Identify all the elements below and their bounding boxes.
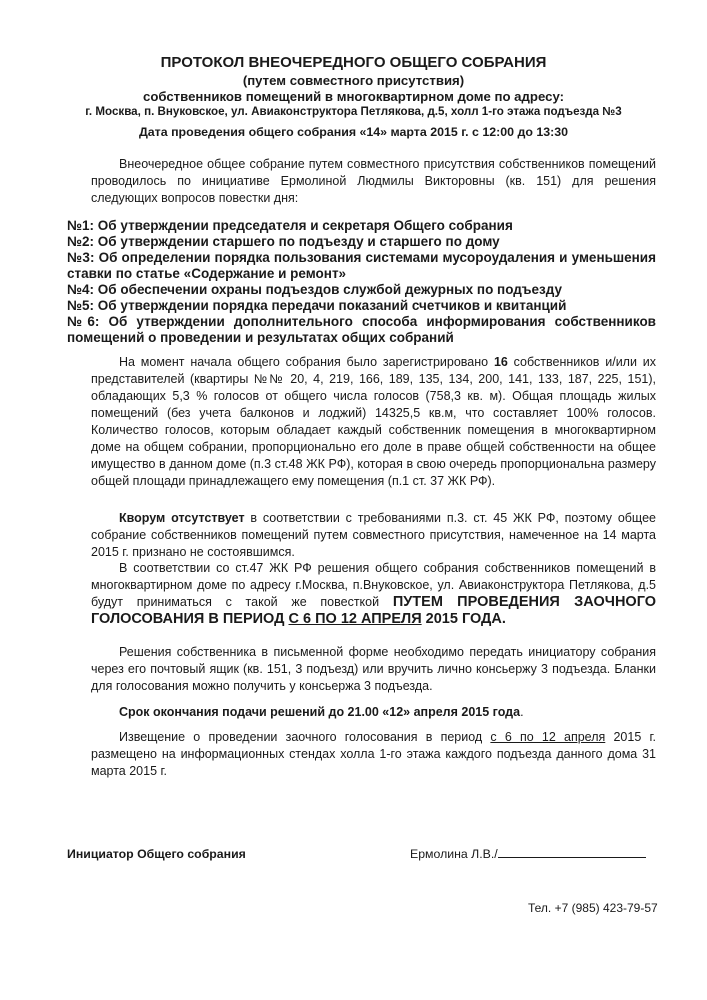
quorum-paragraph [91,510,656,561]
intro-paragraph [91,156,656,207]
decision-paragraph [91,560,656,628]
agenda-item: №6: Об утверждении дополнительного способа информирования собственников помещений о проведении и результатах общих собраний [67,314,656,345]
agenda-item: №4: Об обеспечении охраны подъездов службой дежурных по подъезду [67,282,562,297]
initiator-role: Инициатор Общего собрания [67,847,246,861]
deadline-text: Срок окончания подачи решений до 21.00 «12» апреля 2015 года [119,705,521,719]
voting-period: С 6 ПО 12 АПРЕЛЯ [288,611,422,627]
agenda-item: №2: Об утверждении старшего по подъезду и старшего по дому [67,234,500,249]
agenda-item: №1: Об утверждении председателя и секретаря Общего собрания [67,218,513,233]
agenda-item: №5: Об утверждении порядка передачи показаний счетчиков и квитанций [67,298,567,313]
quorum-text: в соответствии с требованиями п.3. ст. 45 ЖК РФ, поэтому общее собрание собственников помещений путем совместного присутствия, намеченное на 14 марта 2015 г. признано не состоявшимся. [91,511,656,559]
notice-text-end: 2015 г. размещено на информационных стендах холла 1-го этажа каждого подъезда данного дома 31 марта 2015 г. [91,730,656,778]
registered-count: 16 [493,355,508,369]
submission-paragraph [91,644,656,695]
initiator-signature [410,846,646,863]
deadline-paragraph [91,704,656,721]
registration-text-start: На момент начала общего собрания было зарегистрировано [119,355,494,369]
notice-period: с 6 по 12 апреля [490,730,606,744]
signature-line [498,846,646,858]
agenda-item: №3: Об определении порядка пользования системами мусороудаления и уменьшения ставки по статье «Содержание и ремонт» [67,250,656,281]
submission-text: Решения собственника в письменной форме необходимо передать инициатору собрания через его почтовый ящик (кв. 151, 3 подъезд) или вручить лично консьержу 3 подъезда. Бланки для голосования можно получить у консьержа 3 подъезда. [91,645,656,693]
decision-text: В соответствии со ст.47 ЖК РФ решения общего собрания собственников помещений в многоквартирном доме по адресу г.Москва, п.Внуковское, ул. Авиаконструктора Петлякова, д.5 будут приниматься с такой же повесткой [91,561,656,609]
quorum-status: Кворум отсутствует [119,511,245,525]
notice-paragraph [91,729,656,780]
meeting-date: Дата проведения общего собрания «14» марта 2015 г. с 12:00 до 13:30 [138,125,569,139]
deadline-period: . [520,705,524,719]
agenda-list [67,218,656,346]
notice-text-start: Извещение о проведении заочного голосования в период [119,730,491,744]
initiator-name: Ермолина Л.В./ [410,847,498,861]
document-title: ПРОТОКОЛ ВНЕОЧЕРЕДНОГО ОБЩЕГО СОБРАНИЯ [160,54,547,71]
intro-text: Внеочередное общее собрание путем совместного присутствия собственников помещений проводилось по инициативе Ермолиной Людмилы Викторовны (кв. 151) для решения следующих вопросов повестки дня: [91,157,656,205]
registration-text-end: собственников и/или их представителей (квартиры №№ 20, 4, 219, 166, 189, 135, 134, 200, 141, 133, 187, 225, 151), обладающих 5,3 % голосов от общего числа голосов (758,3 кв. м). Общая площадь жилых помещений (без учета балконов и лоджий) 14325,5 кв.м, что составляет 100% голосов. Количество голосов, которым обладает каждый собственник помещения в многоквартирном доме на общем собрании, пропорционально его доле в праве общей собственности на общее имущество в данном доме (п.3 ст.48 ЖК РФ), которая в свою очередь пропорциональна размеру общей площади принадлежащего ему помещения (п.1 ст. 37 ЖК РФ). [91,355,656,488]
voting-year: 2015 ГОДА. [421,611,506,627]
document-address: г. Москва, п. Внуковское, ул. Авиаконструктора Петлякова, д.5, холл 1-го этажа подъезда №3 [85,105,622,118]
document-subtitle-owners: собственников помещений в многоквартирном доме по адресу: [142,89,564,104]
decision-method: ПУТЕМ ПРОВЕДЕНИЯ ЗАОЧНОГО ГОЛОСОВАНИЯ В ПЕРИОД [91,594,656,627]
registration-paragraph [91,354,656,490]
contact-phone: Тел. +7 (985) 423-79-57 [528,901,658,915]
document-subtitle: (путем совместного присутствия) [242,73,465,88]
